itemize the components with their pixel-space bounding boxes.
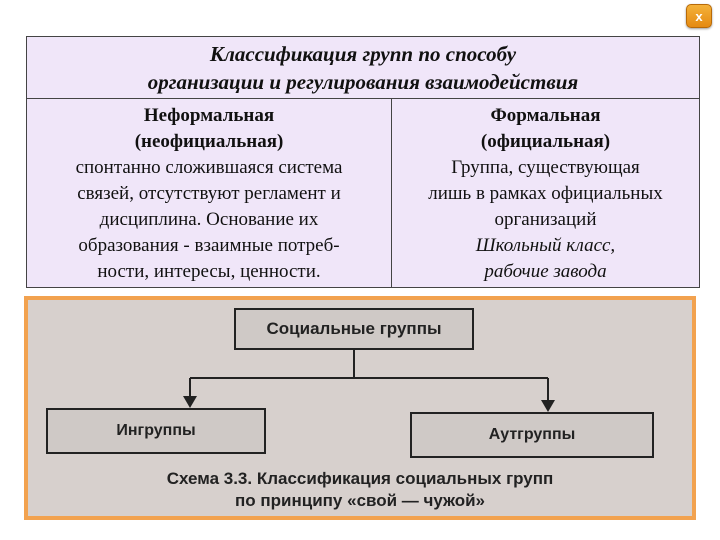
informal-text-line: связей, отсутствуют регламент и bbox=[77, 183, 341, 204]
social-groups-box: Социальные группы bbox=[234, 308, 474, 350]
formal-text-line: Группа, существующая bbox=[451, 157, 640, 178]
arrow-down-icon bbox=[183, 396, 197, 408]
title-line-1: Классификация групп по способу bbox=[209, 42, 517, 66]
formal-heading: Формальная bbox=[490, 105, 601, 126]
table-title bbox=[27, 37, 700, 99]
informal-heading: Неформальная bbox=[143, 105, 275, 126]
informal-group-cell bbox=[27, 99, 392, 288]
caption-line-2: по принципу «свой — чужой» bbox=[235, 491, 485, 510]
informal-text-line: спонтанно сложившаяся система bbox=[75, 157, 343, 178]
close-button[interactable]: x bbox=[686, 4, 712, 28]
informal-text-line: образования - взаимные потреб- bbox=[78, 235, 340, 256]
arrow-down-icon bbox=[541, 400, 555, 412]
formal-example-line: рабочие завода bbox=[484, 261, 607, 282]
title-line-2: организации и регулирования взаимодействия bbox=[147, 70, 579, 94]
outgroups-box: Аутгруппы bbox=[410, 412, 654, 458]
scheme-image bbox=[24, 296, 696, 520]
informal-text-line: дисциплина. Основание их bbox=[99, 209, 319, 230]
formal-text-line: лишь в рамках официальных bbox=[428, 183, 663, 204]
classification-table bbox=[26, 36, 700, 288]
informal-subheading: (неофициальная) bbox=[134, 131, 284, 152]
ingroups-box: Ингруппы bbox=[46, 408, 266, 454]
caption-line-1: Схема 3.3. Классификация социальных групп bbox=[166, 469, 554, 488]
informal-text-line: ности, интересы, ценности. bbox=[97, 261, 321, 282]
scheme-caption bbox=[28, 468, 692, 512]
formal-example-line: Школьный класс, bbox=[475, 235, 616, 256]
formal-subheading: (официальная) bbox=[480, 131, 611, 152]
formal-text-line: организаций bbox=[494, 209, 597, 230]
formal-group-cell bbox=[392, 99, 700, 288]
